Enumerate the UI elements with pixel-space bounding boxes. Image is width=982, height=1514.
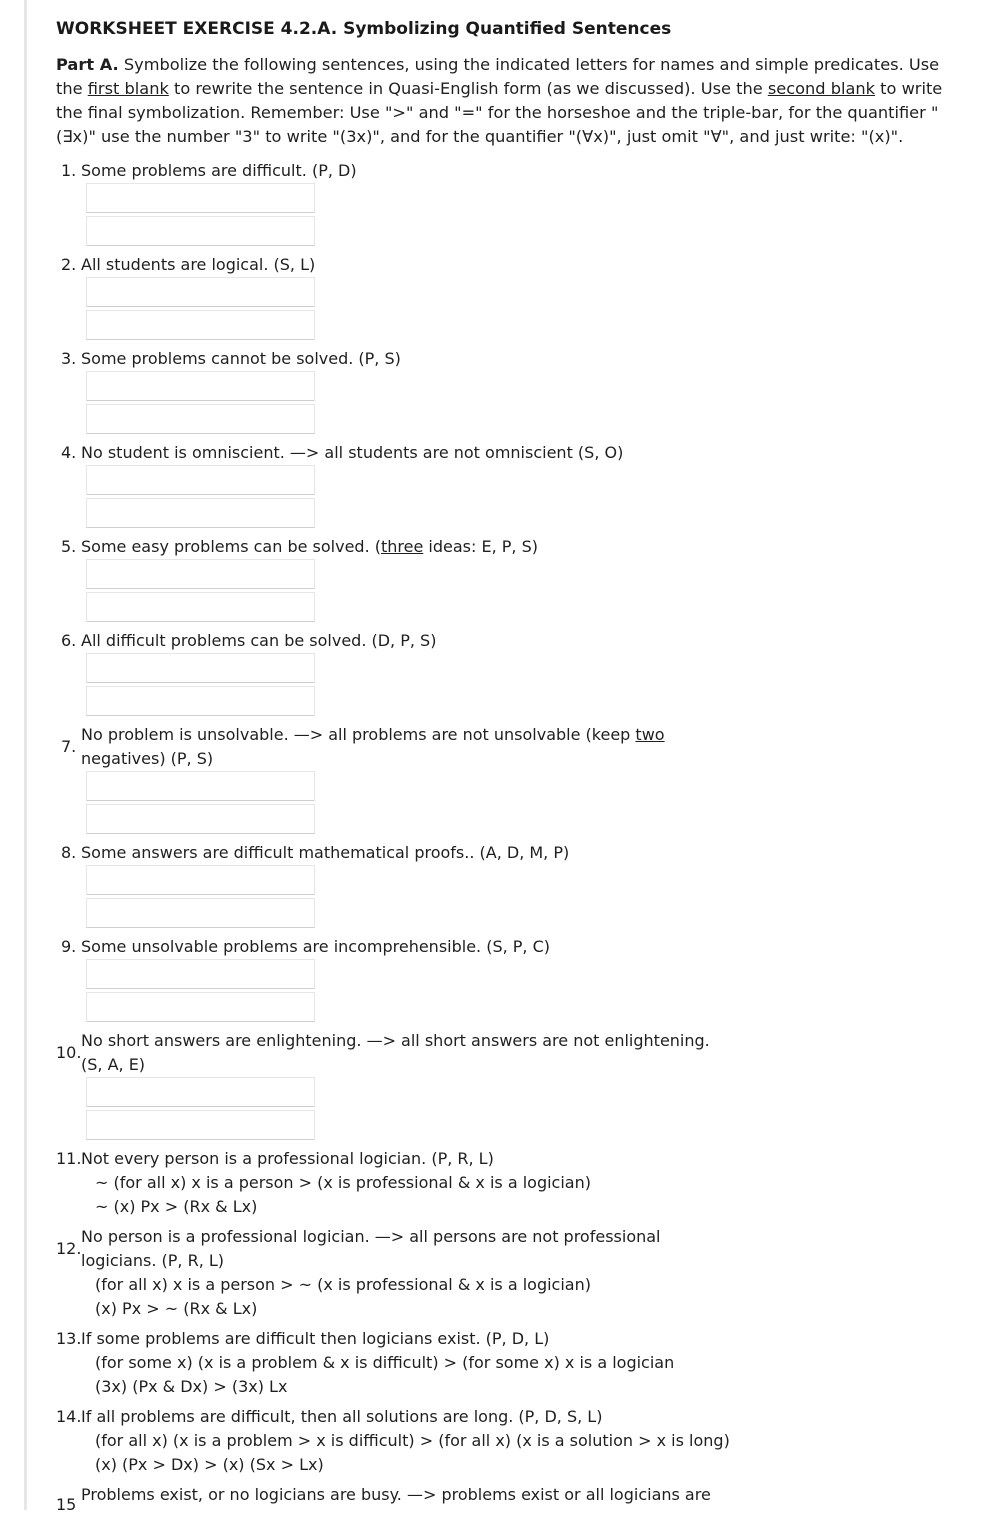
answer-blank-1[interactable] [86,865,315,895]
question-text-line-1: Problems exist, or no logicians are busy. —> problems exist or all logicians are [81,1485,711,1504]
question-text: All difficult problems can be solved. (D, P, S) [81,631,437,650]
question-number: 15 [56,1495,77,1514]
question-number: 7. [61,737,77,756]
question-number: 5. [61,537,77,556]
question-text: Not every person is a professional logician. (P, R, L) [81,1149,494,1168]
answer-blank-1[interactable] [86,771,315,801]
question-number: 9. [61,937,77,956]
answer-blank-1[interactable] [86,653,315,683]
question-text: Some unsolvable problems are incomprehensible. (S, P, C) [81,937,551,956]
question-number: 11. [56,1149,82,1168]
second-blank-term: second blank [767,79,876,98]
answer-blank-2[interactable] [86,686,315,716]
question-number: 2. [61,255,77,274]
answer-blank-2[interactable] [86,404,315,434]
question-text-line-2: logicians. (P, R, L) [81,1251,225,1270]
question-text-line-2: negatives) (P, S) [81,749,214,768]
symbolic-answer: (x) (Px > Dx) > (x) (Sx > Lx) [95,1455,324,1474]
question-text: Some answers are difficult mathematical proofs.. (A, D, M, P) [81,843,570,862]
first-blank-term: first blank [87,79,169,98]
worksheet-title: WORKSHEET EXERCISE 4.2.A. Symbolizing Quantified Sentences [56,19,672,39]
question-text: Some problems cannot be solved. (P, S) [81,349,401,368]
question-number: 8. [61,843,77,862]
emphasis-three: three [381,537,424,556]
question-text-line-1: No problem is unsolvable. —> all problems are not unsolvable (keep two [81,725,665,744]
answer-blank-1[interactable] [86,559,315,589]
question-number: 13. [56,1329,82,1348]
symbolic-answer: (3x) (Px & Dx) > (3x) Lx [95,1377,288,1396]
question-number: 12. [56,1239,82,1258]
answer-blank-2[interactable] [86,804,315,834]
question-number: 10. [56,1043,82,1062]
question-text: All students are logical. (S, L) [81,255,316,274]
answer-blank-1[interactable] [86,1077,315,1107]
symbolic-answer: ~ (x) Px > (Rx & Lx) [95,1197,258,1216]
answer-blank-1[interactable] [86,277,315,307]
answer-blank-2[interactable] [86,310,315,340]
quasi-english-answer: (for some x) (x is a problem & x is difficult) > (for some x) x is a logician [95,1353,675,1372]
quasi-english-answer: (for all x) x is a person > ~ (x is professional & x is a logician) [95,1275,591,1294]
answer-blank-1[interactable] [86,371,315,401]
question-text: If some problems are difficult then logicians exist. (P, D, L) [81,1329,550,1348]
question-text: Some problems are difficult. (P, D) [81,161,357,180]
question-number: 6. [61,631,77,650]
symbolic-answer: (x) Px > ~ (Rx & Lx) [95,1299,258,1318]
quasi-english-answer: ~ (for all x) x is a person > (x is professional & x is a logician) [95,1173,591,1192]
question-text: If all problems are difficult, then all solutions are long. (P, D, S, L) [81,1407,603,1426]
answer-blank-1[interactable] [86,183,315,213]
answer-blank-2[interactable] [86,992,315,1022]
quasi-english-answer: (for all x) (x is a problem > x is difficult) > (for all x) (x is a solution > x is long) [95,1431,730,1450]
question-number: 3. [61,349,77,368]
answer-blank-2[interactable] [86,498,315,528]
answer-blank-2[interactable] [86,1110,315,1140]
answer-blank-2[interactable] [86,592,315,622]
question-text-line-1: No person is a professional logician. —> all persons are not professional [81,1227,661,1246]
question-text-line-2: (S, A, E) [81,1055,146,1074]
answer-blank-2[interactable] [86,216,315,246]
answer-blank-1[interactable] [86,959,315,989]
page-left-border [24,0,27,1510]
part-label: Part A. [56,55,119,74]
emphasis-two: two [635,725,665,744]
question-number: 14. [56,1407,82,1426]
question-text-line-1: No short answers are enlightening. —> all short answers are not enlightening. [81,1031,710,1050]
question-number: 1. [61,161,77,180]
answer-blank-2[interactable] [86,898,315,928]
question-text: Some easy problems can be solved. (three ideas: E, P, S) [81,537,538,556]
question-number: 4. [61,443,77,462]
answer-blank-1[interactable] [86,465,315,495]
instructions: Part A. Symbolize the following sentences, using the indicated letters for names and simple predicates. Use the first blank to rewrite the sentence in Quasi-English form (as we discussed). Use the second blank to write the final symbolization. Remember: Use ">" and "=" for the horseshoe and the triple-bar, for the quantifier "(∃x)" use the number "3" to write "(3x)", and for the quantifier "(∀x)", just omit "∀", and just write: "(x)". [56,55,943,146]
question-text: No student is omniscient. —> all students are not omniscient (S, O) [81,443,624,462]
